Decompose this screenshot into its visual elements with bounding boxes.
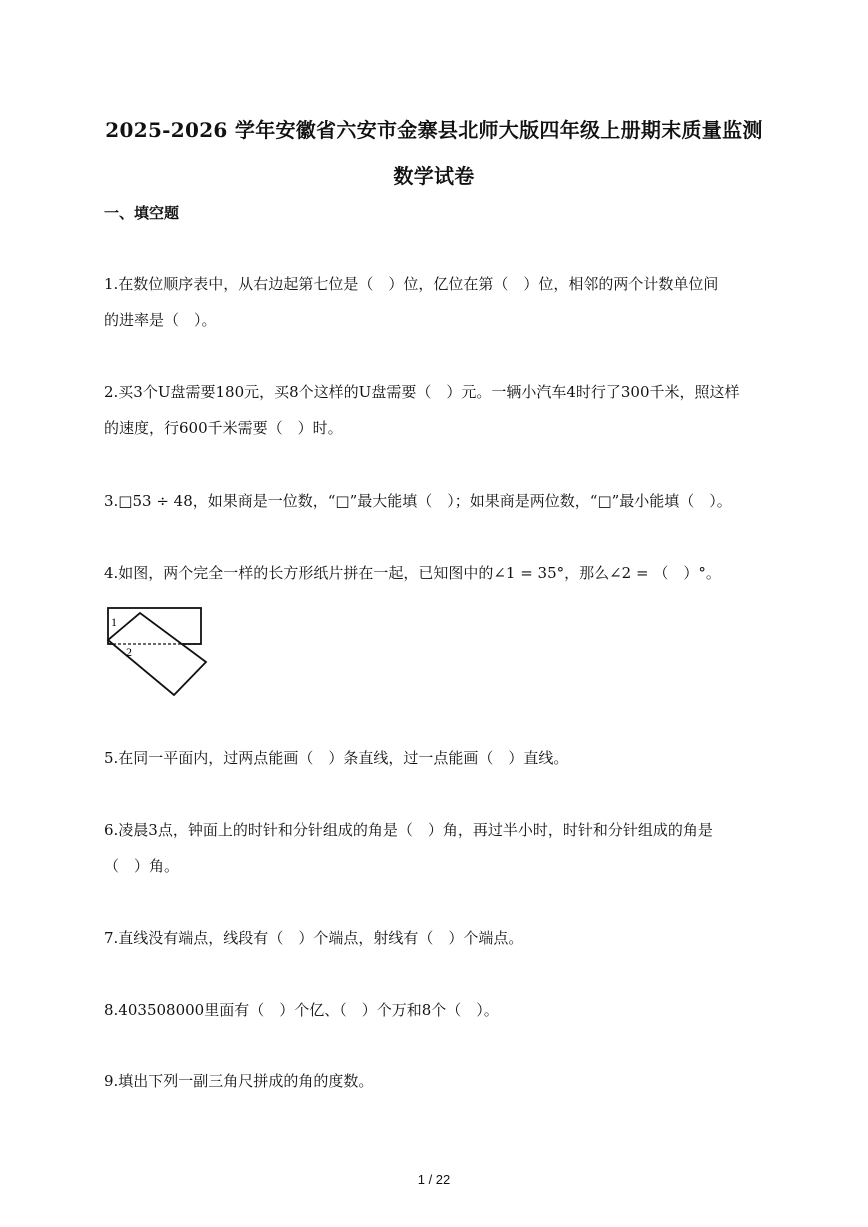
question-6: 6.凌晨3点，钟面上的时针和分针组成的角是（ ）角，再过半小时，时针和分针组成的角是 （ ）角。 [104, 821, 713, 875]
question-4-figure [100, 600, 212, 700]
page-number: 1 / 22 [417, 1172, 451, 1187]
rectangle-rotated [108, 613, 206, 695]
question-1: 1.在数位顺序表中，从右边起第七位是（ ）位，亿位在第（ ）位，相邻的两个计数单位间 的进率是（ ）。 [104, 275, 719, 329]
document-title-line2: 数学试卷 [393, 164, 475, 188]
question-4: 4.如图，两个完全一样的长方形纸片拼在一起，已知图中的∠1 = 35°，那么∠2 = （ ）°。 [104, 564, 721, 582]
question-7: 7.直线没有端点，线段有（ ）个端点，射线有（ ）个端点。 [104, 929, 524, 947]
question-5: 5.在同一平面内，过两点能画（ ）条直线，过一点能画（ ）直线。 [104, 749, 569, 767]
question-8: 8.403508000里面有（ ）个亿、（ ）个万和8个（ ）。 [104, 1001, 499, 1019]
question-3: 3.□53 ÷ 48，如果商是一位数，“□”最大能填（ ）；如果商是两位数，“□”最小能填（ ）。 [104, 492, 732, 510]
section-title: 一、填空题 [104, 204, 180, 222]
angle-label-1: 1 [111, 615, 117, 629]
angle-label-2: 2 [126, 645, 132, 659]
question-9: 9.填出下列一副三角尺拼成的角的度数。 [104, 1072, 374, 1090]
question-2: 2.买3个U盘需要180元，买8个这样的U盘需要（ ）元。一辆小汽车4时行了300千米，照这样 的速度，行600千米需要（ ）时。 [104, 383, 740, 437]
document-title-line1: 2025-2026 学年安徽省六安市金寨县北师大版四年级上册期末质量监测 [105, 118, 763, 142]
